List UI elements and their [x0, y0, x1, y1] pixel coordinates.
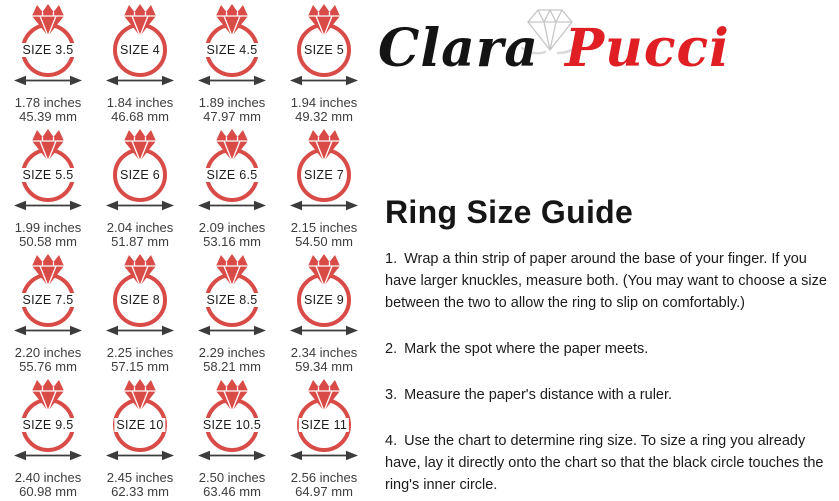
ring-size-cell — [278, 127, 370, 252]
ring-mm: 58.21 mm — [203, 358, 261, 374]
ring-size-label: SIZE 5.5 — [22, 168, 74, 182]
ring-mm: 50.58 mm — [19, 233, 77, 249]
ring-inches: 2.56 inches — [290, 470, 358, 485]
ring-inches: 2.40 inches — [14, 470, 82, 485]
ring-measurements — [291, 221, 358, 248]
ring-measurements — [107, 471, 174, 498]
ring-size-cell — [94, 252, 186, 377]
ring-inches: 2.34 inches — [290, 345, 358, 360]
brand-name-pucci: Pucci — [564, 18, 730, 79]
ring-mm: 53.16 mm — [203, 233, 261, 249]
step-number: 4. — [385, 433, 398, 449]
ring-inches: 2.15 inches — [290, 220, 358, 235]
ring-mm: 45.39 mm — [19, 108, 77, 124]
ring-size-label: SIZE 11 — [300, 418, 348, 432]
ring-icon — [102, 252, 178, 328]
ring-size-cell — [94, 2, 186, 127]
ring-size-label: SIZE 10.5 — [202, 418, 262, 432]
ring-size-cell — [186, 252, 278, 377]
ring-size-label: SIZE 9.5 — [22, 418, 74, 432]
ring-measurements — [199, 96, 266, 123]
ring-measurements — [15, 96, 82, 123]
ring-inches: 2.50 inches — [198, 470, 266, 485]
step-number: 3. — [385, 387, 398, 403]
brand-logo — [372, 4, 792, 106]
instructions-list — [385, 248, 837, 501]
step-text: Mark the spot where the paper meets. — [404, 341, 649, 357]
ring-size-cell — [2, 252, 94, 377]
ring-mm: 60.98 mm — [19, 483, 77, 499]
ring-icon — [10, 252, 86, 328]
ring-measurements — [199, 471, 266, 498]
ring-size-label: SIZE 8.5 — [206, 293, 258, 307]
ring-mm: 49.32 mm — [295, 108, 353, 124]
ring-inches: 1.78 inches — [14, 95, 82, 110]
ring-icon — [286, 2, 362, 78]
ring-inches: 2.45 inches — [106, 470, 174, 485]
ring-mm: 62.33 mm — [111, 483, 169, 499]
ring-size-cell — [186, 377, 278, 501]
ring-inches: 2.04 inches — [106, 220, 174, 235]
ring-icon — [194, 127, 270, 203]
ring-inches: 2.25 inches — [106, 345, 174, 360]
ring-size-label: SIZE 8 — [119, 293, 161, 307]
ring-measurements — [291, 96, 358, 123]
ring-mm: 63.46 mm — [203, 483, 261, 499]
ring-size-cell — [2, 2, 94, 127]
ring-size-cell — [186, 2, 278, 127]
ring-size-cell — [94, 127, 186, 252]
ring-icon — [10, 377, 86, 453]
ring-size-grid — [2, 2, 370, 501]
ring-size-cell — [2, 127, 94, 252]
ring-size-cell — [2, 377, 94, 501]
ring-icon — [194, 2, 270, 78]
ring-measurements — [107, 346, 174, 373]
page-title: Ring Size Guide — [385, 194, 634, 230]
ring-size-cell — [94, 377, 186, 501]
ring-inches: 2.20 inches — [14, 345, 82, 360]
ring-icon — [194, 252, 270, 328]
ring-measurements — [291, 346, 358, 373]
step-number: 2. — [385, 341, 398, 357]
step-text: Wrap a thin strip of paper around the base of your finger. If you have larger knuckles, measure both. (You may want to choose a size between the two to allow the ring to slip on comfortably.) — [385, 251, 827, 311]
instruction-step — [385, 430, 837, 496]
ring-size-cell — [186, 127, 278, 252]
ring-measurements — [107, 221, 174, 248]
ring-size-label: SIZE 6.5 — [206, 168, 258, 182]
ring-size-label: SIZE 10 — [116, 418, 164, 432]
ring-icon — [286, 127, 362, 203]
instruction-step — [385, 248, 837, 314]
ring-icon — [10, 2, 86, 78]
ring-measurements — [291, 471, 358, 498]
ring-inches: 2.29 inches — [198, 345, 266, 360]
ring-size-cell — [278, 2, 370, 127]
ring-measurements — [15, 346, 82, 373]
brand-name — [378, 18, 730, 79]
ring-size-label: SIZE 4.5 — [206, 43, 258, 57]
ring-icon — [102, 127, 178, 203]
ring-mm: 51.87 mm — [111, 233, 169, 249]
ring-measurements — [199, 221, 266, 248]
ring-size-label: SIZE 3.5 — [22, 43, 74, 57]
ring-measurements — [199, 346, 266, 373]
ring-icon — [194, 377, 270, 453]
ring-size-label: SIZE 9 — [303, 293, 345, 307]
step-text: Use the chart to determine ring size. To size a ring you already have, lay it directly onto the chart so that the black circle touches the ring's inner circle. — [385, 433, 824, 493]
ring-size-label: SIZE 4 — [119, 43, 161, 57]
ring-measurements — [15, 221, 82, 248]
ring-size-label: SIZE 5 — [303, 43, 345, 57]
ring-size-label: SIZE 7.5 — [22, 293, 74, 307]
ring-icon — [102, 377, 178, 453]
step-text: Measure the paper's distance with a ruler. — [404, 387, 673, 403]
ring-mm: 57.15 mm — [111, 358, 169, 374]
ring-size-cell — [278, 252, 370, 377]
ring-mm: 64.97 mm — [295, 483, 353, 499]
ring-mm: 46.68 mm — [111, 108, 169, 124]
ring-icon — [102, 2, 178, 78]
step-number: 1. — [385, 251, 398, 267]
ring-inches: 1.99 inches — [14, 220, 82, 235]
ring-inches: 1.94 inches — [290, 95, 358, 110]
ring-mm: 47.97 mm — [203, 108, 261, 124]
ring-measurements — [15, 471, 82, 498]
ring-icon — [286, 252, 362, 328]
ring-inches: 1.84 inches — [106, 95, 174, 110]
ring-size-label: SIZE 7 — [303, 168, 345, 182]
ring-size-label: SIZE 6 — [119, 168, 161, 182]
ring-inches: 1.89 inches — [198, 95, 266, 110]
ring-icon — [286, 377, 362, 453]
instruction-step — [385, 384, 837, 406]
ring-icon — [10, 127, 86, 203]
ring-mm: 54.50 mm — [295, 233, 353, 249]
brand-name-clara: Clara — [378, 18, 539, 79]
ring-measurements — [107, 96, 174, 123]
ring-size-cell — [278, 377, 370, 501]
ring-inches: 2.09 inches — [198, 220, 266, 235]
instruction-step — [385, 338, 837, 360]
ring-mm: 59.34 mm — [295, 358, 353, 374]
ring-mm: 55.76 mm — [19, 358, 77, 374]
